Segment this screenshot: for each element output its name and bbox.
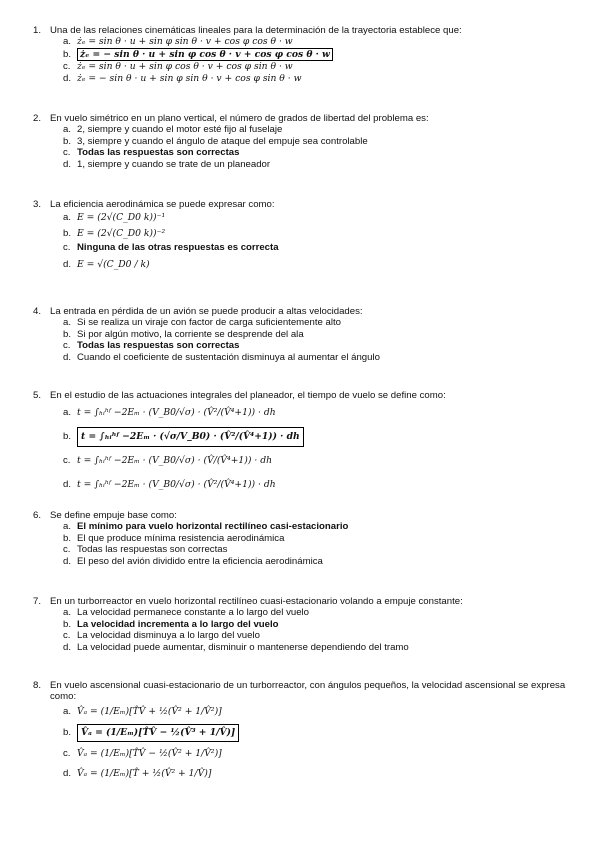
option-formula: V̂ₐ = (1/Eₘ)[T̂V̂ − ½(V̂² + 1/V̂²)] (77, 748, 222, 760)
option-c[interactable]: c. Todas las respuestas son correctas (63, 544, 228, 555)
question-7 (33, 596, 588, 653)
option-d[interactable]: d. E = √(C_D0 / k) (63, 258, 150, 270)
option-formula: E = (2√(C_D0 k))⁻² (77, 228, 166, 240)
question-text: En vuelo ascensional cuasi-estacionario de un turborreactor, con ángulos pequeños, la velocidad ascensional se expresa como: (50, 680, 566, 702)
question-number: 3. (33, 199, 42, 210)
option-c[interactable]: c. t = ∫ₕᵢʰᶠ −2Eₘ · (V_B0/√σ) · (V̂/(V̂⁴+1)) · dh (63, 455, 272, 467)
option-a[interactable]: a. E = (2√(C_D0 k))⁻¹ (63, 212, 166, 224)
option-a[interactable]: a. żₑ = sin θ · u + sin φ sin θ · v + cos φ cos θ · w (63, 36, 293, 47)
option-b[interactable]: b. V̂ₐ = (1/Eₘ)[T̂V̂ − ½(V̂³ + 1/V̂)] (63, 722, 588, 744)
option-a[interactable]: a. 2, siempre y cuando el motor esté fijo al fuselaje (63, 124, 283, 135)
question-text: En vuelo simétrico en un plano vertical, el número de grados de libertad del problema es: (50, 113, 429, 124)
option-d[interactable]: d. La velocidad puede aumentar, disminuir o mantenerse dependiendo del tramo (63, 641, 409, 653)
option-d[interactable]: d. Cuando el coeficiente de sustentación disminuya al aumentar el ángulo (63, 351, 380, 363)
question-stem (33, 25, 588, 36)
question-number: 7. (33, 596, 42, 607)
question-number: 2. (33, 113, 42, 124)
question-6 (33, 510, 588, 567)
question-3 (33, 199, 588, 276)
question-text: La entrada en pérdida de un avión se puede producir a altas velocidades: (50, 306, 363, 317)
option-c[interactable]: c. żₑ = sin θ · u + sin φ cos θ · v + cos φ sin θ · w (63, 61, 293, 72)
option-b[interactable]: b. La velocidad incrementa a lo largo del vuelo (63, 618, 279, 630)
option-b[interactable]: b. El que produce mínima resistencia aerodinámica (63, 532, 285, 544)
option-formula: żₑ = − sin θ · u + sin φ sin θ · v + cos φ sin θ · w (77, 72, 302, 84)
option-a[interactable]: a. t = ∫ₕᵢʰᶠ −2Eₘ · (V_B0/√σ) · (V̂²/(V̂⁴+1)) · dh (63, 407, 276, 419)
option-formula: żₑ = sin θ · u + sin φ sin θ · v + cos φ cos θ · w (77, 36, 293, 47)
question-stem (33, 510, 588, 521)
question-5 (33, 390, 588, 497)
question-8 (33, 680, 588, 784)
question-text: Una de las relaciones cinemáticas lineales para la determinación de la trayectoria establece que: (50, 25, 462, 36)
question-stem (33, 390, 588, 401)
option-d[interactable]: d. V̂ₐ = (1/Eₘ)[T̂ + ½(V̂² + 1/V̂)] (63, 768, 212, 780)
option-formula: V̂ₐ = (1/Eₘ)[T̂V̂ + ½(V̂² + 1/V̂²)] (77, 706, 222, 718)
question-2 (33, 113, 588, 170)
option-formula: V̂ₐ = (1/Eₘ)[T̂ + ½(V̂² + 1/V̂)] (77, 768, 212, 780)
question-text: En un turborreactor en vuelo horizontal rectilíneo cuasi-estacionario volando a empuje constante: (50, 596, 463, 607)
option-formula: t = ∫ₕᵢʰᶠ −2Eₘ · (V_B0/√σ) · (V̂²/(V̂⁴+1)) · dh (77, 479, 276, 491)
option-c[interactable]: c. Todas las respuestas son correctas (63, 147, 240, 158)
question-number: 4. (33, 306, 42, 317)
question-stem (33, 113, 588, 124)
question-1 (33, 25, 588, 84)
question-text: En el estudio de las actuaciones integrales del planeador, el tiempo de vuelo se define como: (50, 390, 446, 401)
option-d[interactable]: d. t = ∫ₕᵢʰᶠ −2Eₘ · (V_B0/√σ) · (V̂²/(V̂⁴+1)) · dh (63, 479, 276, 491)
question-4 (33, 306, 588, 363)
question-text: La eficiencia aerodinámica se puede expresar como: (50, 199, 275, 210)
option-c[interactable]: c. V̂ₐ = (1/Eₘ)[T̂V̂ − ½(V̂² + 1/V̂²)] (63, 748, 222, 760)
option-a[interactable]: a. V̂ₐ = (1/Eₘ)[T̂V̂ + ½(V̂² + 1/V̂²)] (63, 706, 222, 718)
question-stem (33, 596, 588, 607)
option-formula: E = √(C_D0 / k) (77, 258, 150, 270)
option-formula: t = ∫ₕᵢʰᶠ −2Eₘ · (V_B0/√σ) · (V̂²/(V̂⁴+1)) · dh (77, 407, 276, 419)
option-formula-highlighted: żₑ = − sin θ · u + sin φ cos θ · v + cos φ cos θ · w (77, 48, 333, 62)
question-stem (33, 680, 588, 702)
option-a[interactable]: a. Si se realiza un viraje con factor de carga suficientemente alto (63, 317, 341, 328)
question-stem (33, 306, 588, 317)
option-d[interactable]: d. 1, siempre y cuando se trate de un planeador (63, 158, 271, 170)
option-c[interactable]: c. Ninguna de las otras respuestas es correcta (63, 242, 279, 253)
question-text: Se define empuje base como: (50, 510, 177, 521)
option-formula: E = (2√(C_D0 k))⁻¹ (77, 212, 166, 224)
option-d[interactable]: d. El peso del avión dividido entre la eficiencia aerodinámica (63, 555, 323, 567)
option-c[interactable]: c. La velocidad disminuya a lo largo del vuelo (63, 630, 260, 641)
option-d[interactable]: d. żₑ = − sin θ · u + sin φ sin θ · v + cos φ sin θ · w (63, 72, 302, 84)
option-formula: t = ∫ₕᵢʰᶠ −2Eₘ · (V_B0/√σ) · (V̂/(V̂⁴+1)) · dh (77, 455, 272, 467)
option-b[interactable]: b. E = (2√(C_D0 k))⁻² (63, 228, 166, 240)
option-c[interactable]: c. Todas las respuestas son correctas (63, 340, 240, 351)
option-formula-highlighted: t = ∫ₕᵢʰᶠ −2Eₘ · (√σ/V_B0) · (V̂²/(V̂⁴+1)) · dh (77, 427, 304, 447)
option-a[interactable]: a. La velocidad permanece constante a lo largo del vuelo (63, 607, 310, 618)
question-number: 6. (33, 510, 42, 521)
question-number: 8. (33, 680, 42, 691)
question-number: 1. (33, 25, 42, 36)
option-b[interactable]: b. żₑ = − sin θ · u + sin φ cos θ · v + cos φ cos θ · w (63, 48, 588, 62)
option-a[interactable]: a. El mínimo para vuelo horizontal rectilíneo casi-estacionario (63, 521, 349, 532)
question-stem (33, 199, 588, 210)
option-formula: żₑ = sin θ · u + sin φ cos θ · v + cos φ sin θ · w (77, 61, 293, 72)
option-b[interactable]: b. t = ∫ₕᵢʰᶠ −2Eₘ · (√σ/V_B0) · (V̂²/(V̂⁴+1)) · dh (63, 425, 588, 449)
option-b[interactable]: b. 3, siempre y cuando el ángulo de ataque del empuje sea controlable (63, 135, 368, 147)
option-formula-highlighted: V̂ₐ = (1/Eₘ)[T̂V̂ − ½(V̂³ + 1/V̂)] (77, 724, 239, 742)
option-b[interactable]: b. Si por algún motivo, la corriente se desprende del ala (63, 328, 304, 340)
question-number: 5. (33, 390, 42, 401)
